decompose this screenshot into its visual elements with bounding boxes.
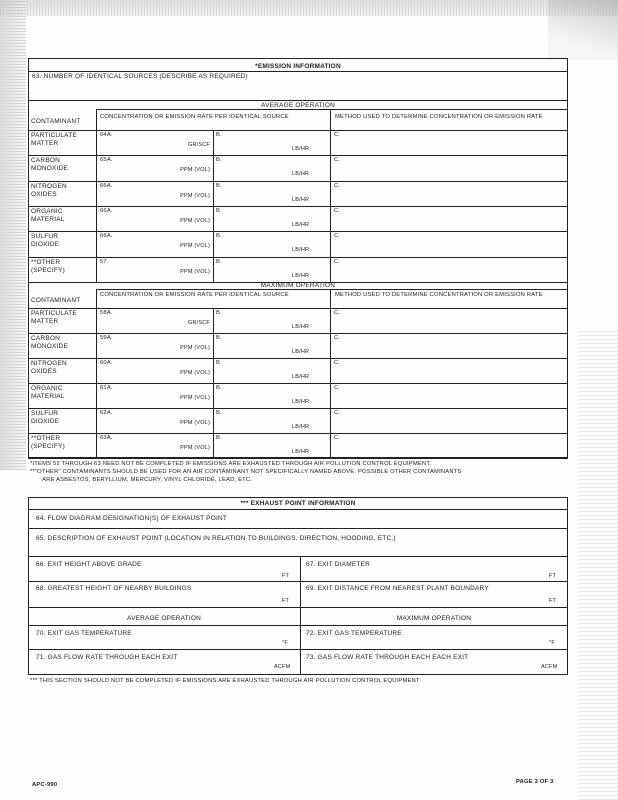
exhaust-description-field[interactable]: 65. DESCRIPTION OF EXHAUST POINT (LOCATION IN RELATION TO BUILDINGS, DIRECTION, HOODING, ETC.) <box>36 535 396 542</box>
max-gas-flow-rate-unit: ACFM <box>541 664 558 670</box>
emission-information-title: *EMISSION INFORMATION <box>255 63 341 70</box>
emission-rate-field[interactable]: B. <box>216 310 222 316</box>
contaminant-name-line2: OXIDES <box>31 368 57 375</box>
concentration-field[interactable]: 66A. <box>100 233 113 240</box>
concentration-unit: PPM (VOL) <box>180 445 210 451</box>
scan-noise-top <box>0 0 618 16</box>
method-field[interactable]: C. <box>334 360 341 366</box>
method-field[interactable]: C. <box>334 310 341 316</box>
contaminant-name: CARBON <box>31 157 61 165</box>
emission-rate-unit: LB/HR <box>292 272 310 279</box>
contaminant-name: NITROGEN <box>31 360 67 367</box>
emission-rate-unit: LB/HR <box>292 424 310 430</box>
emission-rate-field[interactable]: B. <box>216 132 222 138</box>
contaminant-name: **OTHER <box>31 435 61 442</box>
row-divider <box>28 231 568 232</box>
contaminant-name: ORGANIC <box>31 207 63 215</box>
max-exit-gas-temp-field[interactable]: 72. EXIT GAS TEMPERATURE <box>306 630 402 637</box>
method-field[interactable]: C. <box>334 410 341 416</box>
exit-diameter-field[interactable]: 67. EXIT DIAMETER <box>306 561 370 568</box>
exit-height-unit: FT <box>282 573 290 579</box>
plant-boundary-distance-field[interactable]: 69. EXIT DISTANCE FROM NEAREST PLANT BOUNDARY <box>306 585 489 592</box>
concentration-field[interactable]: 60A. <box>100 360 113 366</box>
method-field[interactable]: C. <box>334 233 341 240</box>
page-number: PAGE 3 OF 3 <box>516 779 554 785</box>
concentration-unit: PPM (VOL) <box>180 395 210 401</box>
exit-height-field[interactable]: 66. EXIT HEIGHT ABOVE GRADE <box>36 561 142 568</box>
plant-boundary-distance-unit: FT <box>549 598 557 604</box>
emission-rate-unit: LB/HR <box>292 349 310 355</box>
concentration-field[interactable]: 63A. <box>100 435 113 441</box>
emission-rate-unit: LB/HR <box>292 449 310 455</box>
contaminant-name-line2: MATTER <box>31 318 59 325</box>
emission-rate-unit: LB/HR <box>292 247 310 254</box>
row-divider <box>28 433 568 434</box>
emission-rate-field[interactable]: B. <box>216 157 222 164</box>
emission-rate-unit: LB/HR <box>292 146 310 152</box>
contaminant-name-line2: MATERIAL <box>31 393 65 400</box>
method-field[interactable]: C. <box>334 157 341 164</box>
emission-footnote-3: ARE ASBESTOS, BERYLLIUM, MERCURY, VINYL CHLORIDE, LEAD, ETC. <box>42 477 253 483</box>
contaminant-name: CARBON <box>31 335 61 342</box>
form-id: APC-990 <box>32 782 58 788</box>
emission-rate-field[interactable]: B. <box>216 207 222 214</box>
scan-noise-topright <box>548 0 618 60</box>
method-field[interactable]: C. <box>334 385 341 391</box>
concentration-field[interactable]: 61A. <box>100 385 113 391</box>
col-method-max: METHOD USED TO DETERMINE CONCENTRATION OR EMISSION RATE <box>335 292 543 298</box>
avg-exit-gas-temp-unit: °F <box>282 640 288 646</box>
emission-footnote-1: *ITEMS 52 THROUGH 63 NEED NOT BE COMPLETED IF EMISSIONS ARE EXHAUSTED THROUGH AIR POLLUTION CONTROL EQUIPMENT. <box>30 461 432 467</box>
contaminant-name: **OTHER <box>31 258 61 266</box>
contaminant-name-line2: MATTER <box>31 140 59 147</box>
contaminant-name: PARTICULATE <box>31 132 77 139</box>
emission-rate-unit: LB/HR <box>292 324 310 330</box>
exhaust-point-title: *** EXHAUST POINT INFORMATION <box>240 500 356 507</box>
identical-sources-field[interactable]: 63. NUMBER OF IDENTICAL SOURCES (DESCRIBE AS REQUIRED) <box>32 73 248 80</box>
method-field[interactable]: C. <box>334 258 341 265</box>
nearby-building-height-field[interactable]: 68. GREATEST HEIGHT OF NEARBY BUILDINGS <box>36 585 192 592</box>
exhaust-footnote: *** THIS SECTION SHOULD NOT BE COMPLETED IF EMISSIONS ARE EXHAUSTED THROUGH AIR POLLUTION CONTROL EQUIPMENT <box>30 678 420 684</box>
emission-rate-field[interactable]: B. <box>216 182 222 189</box>
concentration-field[interactable]: 58A. <box>100 310 113 316</box>
col-contaminant-avg: CONTAMINANT <box>31 118 81 125</box>
emission-rate-field[interactable]: B. <box>216 335 222 341</box>
contaminant-name: NITROGEN <box>31 182 67 190</box>
emission-rate-unit: LB/HR <box>292 374 310 380</box>
concentration-unit: PPM (VOL) <box>180 167 210 174</box>
concentration-unit: PPM (VOL) <box>180 192 210 199</box>
row-divider <box>28 257 568 258</box>
emission-rate-field[interactable]: B. <box>216 258 222 265</box>
emission-rate-field[interactable]: B. <box>216 385 222 391</box>
method-field[interactable]: C. <box>334 435 341 441</box>
concentration-unit: PPM (VOL) <box>180 243 210 250</box>
nearby-building-height-unit: FT <box>282 598 290 604</box>
concentration-field[interactable]: 64A. <box>100 132 113 138</box>
avg-gas-flow-rate-field[interactable]: 71. GAS FLOW RATE THROUGH EACH EXIT <box>36 654 178 661</box>
average-operation-header: AVERAGE OPERATION <box>261 102 335 109</box>
col-method-avg: METHOD USED TO DETERMINE CONCENTRATION OR EMISSION RATE <box>335 114 543 120</box>
emission-rate-unit: LB/HR <box>292 399 310 405</box>
emission-rate-unit: LB/HR <box>292 221 310 228</box>
row-divider <box>28 333 568 334</box>
scan-noise-right <box>578 330 618 800</box>
concentration-unit: PPM (VOL) <box>180 345 210 351</box>
maximum-operation-header: MAXIMUM OPERATION <box>260 282 336 289</box>
max-gas-flow-rate-field[interactable]: 73. GAS FLOW RATE THROUGH EACH EACH EXIT <box>306 654 469 661</box>
contaminant-name: SULFUR <box>31 410 59 417</box>
row-divider <box>28 181 568 182</box>
emission-rate-unit: LB/HR <box>292 171 310 178</box>
concentration-field[interactable]: 66A. <box>100 207 113 214</box>
emission-rate-field[interactable]: B. <box>216 233 222 240</box>
avg-gas-flow-rate-unit: ACFM <box>274 664 291 670</box>
contaminant-name-line2: MATERIAL <box>31 215 65 223</box>
emission-rate-unit: LB/HR <box>292 196 310 203</box>
concentration-unit: PPM (VOL) <box>180 268 210 275</box>
contaminant-name-line2: MONOXIDE <box>31 343 68 350</box>
col-concentration-avg: CONCENTRATION OR EMISSION RATE PER IDENTICAL SOURCE <box>100 114 289 120</box>
row-divider <box>28 206 568 207</box>
contaminant-name-line2: DIOXIDE <box>31 418 60 425</box>
concentration-unit: PPM (VOL) <box>180 370 210 376</box>
method-field[interactable]: C. <box>334 132 341 138</box>
row-divider <box>28 155 568 156</box>
contaminant-name-line2: (SPECIFY) <box>31 443 65 450</box>
emission-rate-field[interactable]: B. <box>216 410 222 416</box>
concentration-field[interactable]: 57. <box>100 258 109 265</box>
method-field[interactable]: C. <box>334 207 341 214</box>
method-field[interactable]: C. <box>334 182 341 189</box>
contaminant-name-line2: (SPECIFY) <box>31 266 65 274</box>
contaminant-name: SULFUR <box>31 233 59 241</box>
exhaust-maximum-operation-header: MAXIMUM OPERATION <box>396 615 472 622</box>
concentration-field[interactable]: 65A. <box>100 157 113 164</box>
concentration-unit: GR/SCF <box>188 320 210 326</box>
method-field[interactable]: C. <box>334 335 341 341</box>
row-divider <box>28 458 568 459</box>
contaminant-name-line2: DIOXIDE <box>31 241 60 249</box>
exit-diameter-unit: FT <box>549 573 557 579</box>
exhaust-average-operation-header: AVERAGE OPERATION <box>127 615 201 622</box>
emission-rate-field[interactable]: B. <box>216 360 222 366</box>
col-contaminant-max: CONTAMINANT <box>31 297 81 304</box>
concentration-field[interactable]: 59A. <box>100 335 113 341</box>
row-divider <box>28 383 568 384</box>
col-concentration-max: CONCENTRATION OR EMISSION RATE PER IDENTICAL SOURCE <box>100 292 289 298</box>
emission-rate-field[interactable]: B. <box>216 435 222 441</box>
concentration-unit: PPM (VOL) <box>180 420 210 426</box>
row-divider <box>28 408 568 409</box>
contaminant-name: ORGANIC <box>31 385 63 392</box>
row-divider <box>28 358 568 359</box>
max-exit-gas-temp-unit: °F <box>549 640 555 646</box>
contaminant-name-line2: MONOXIDE <box>31 165 68 173</box>
concentration-field[interactable]: 62A. <box>100 410 113 416</box>
emission-footnote-2: **"OTHER" CONTAMINANTS SHOULD BE USED FOR AN AIR CONTAMINANT NOT SPECIFICALLY NAMED ABOVE. POSSIBLE OTHER CONTAMINANTS <box>30 469 462 475</box>
concentration-unit: GR/SCF <box>188 142 210 148</box>
flow-diagram-field[interactable]: 64. FLOW DIAGRAM DESIGNATION(S) OF EXHAUST POINT <box>36 515 228 522</box>
concentration-field[interactable]: 66A. <box>100 182 113 189</box>
contaminant-name-line2: OXIDES <box>31 190 57 198</box>
scan-noise-left <box>0 0 26 470</box>
concentration-unit: PPM (VOL) <box>180 217 210 224</box>
contaminant-name: PARTICULATE <box>31 310 77 317</box>
avg-exit-gas-temp-field[interactable]: 70. EXIT GAS TEMPERATURE <box>36 630 132 637</box>
